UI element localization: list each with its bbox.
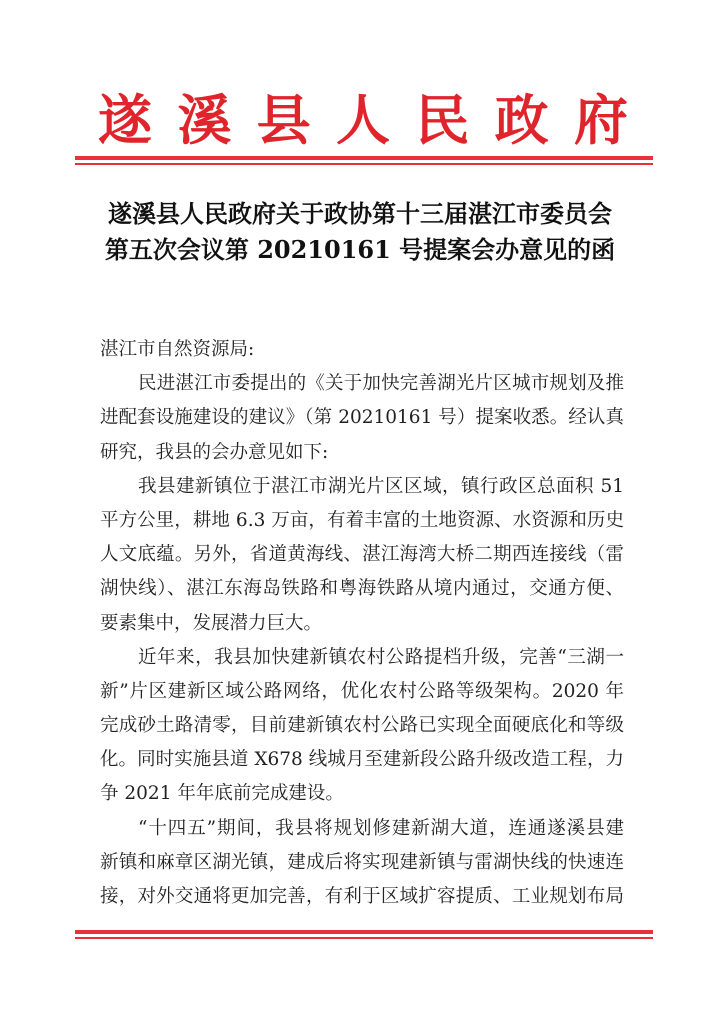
document-title — [0, 196, 720, 268]
header-char: 人 — [335, 88, 390, 152]
document-body — [100, 333, 624, 914]
issuing-authority-header — [98, 88, 628, 152]
body-line: 要素集中，发展潜力巨大。 — [100, 612, 323, 634]
header-char: 遂 — [98, 88, 152, 152]
body-line: 进配套设施建设的建议》（第 20210161 号）提案收悉。经认真 — [100, 407, 624, 429]
body-line: 研究，我县的会办意见如下: — [100, 441, 329, 463]
header-char: 政 — [494, 88, 549, 152]
body-line: 化。同时实施县道 X678 线城月至建新段公路升级改造工程，力 — [100, 749, 624, 771]
body-line: 新”片区建新区域公路网络，优化农村公路等级架构。2020 年 — [100, 680, 624, 702]
body-line: 近年来，我县加快建新镇农村公路提档升级，完善“三湖一 — [138, 646, 624, 668]
title-line: 遂溪县人民政府关于政协第十三届湛江市委员会 — [108, 199, 612, 228]
body-line: 我县建新镇位于湛江市湖光片区区域，镇行政区总面积 51 — [138, 475, 624, 497]
salutation: 湛江市自然资源局: — [100, 339, 255, 360]
body-line: 人文底蕴。另外，省道黄海线、湛江海湾大桥二期西连接线（雷 — [100, 544, 624, 566]
body-line: 民进湛江市委提出的《关于加快完善湖光片区城市规划及推 — [138, 373, 624, 395]
body-line: 完成砂土路清零，目前建新镇农村公路已实现全面硬底化和等级 — [100, 715, 624, 737]
footer-divider — [75, 930, 653, 939]
body-line: 争 2021 年年底前完成建设。 — [100, 783, 344, 805]
body-line: 新镇和麻章区湖光镇，建成后将实现建新镇与雷湖快线的快速连 — [100, 851, 624, 873]
header-divider — [75, 156, 653, 165]
body-line: 接，对外交通将更加完善，有利于区域扩容提质、工业规划布局 — [100, 886, 624, 907]
header-char: 府 — [573, 88, 628, 152]
header-char: 溪 — [177, 88, 232, 152]
title-line: 第五次会议第 20210161 号提案会办意见的函 — [104, 235, 616, 264]
body-line: 湖快线）、湛江东海岛铁路和粤海铁路从境内通过，交通方便、 — [100, 578, 624, 600]
header-char: 县 — [256, 88, 311, 152]
body-line: “十四五”期间，我县将规划修建新湖大道，连通遂溪县建 — [138, 817, 624, 839]
header-char: 民 — [415, 88, 470, 152]
body-line: 平方公里，耕地 6.3 万亩，有着丰富的土地资源、水资源和历史 — [100, 509, 624, 531]
